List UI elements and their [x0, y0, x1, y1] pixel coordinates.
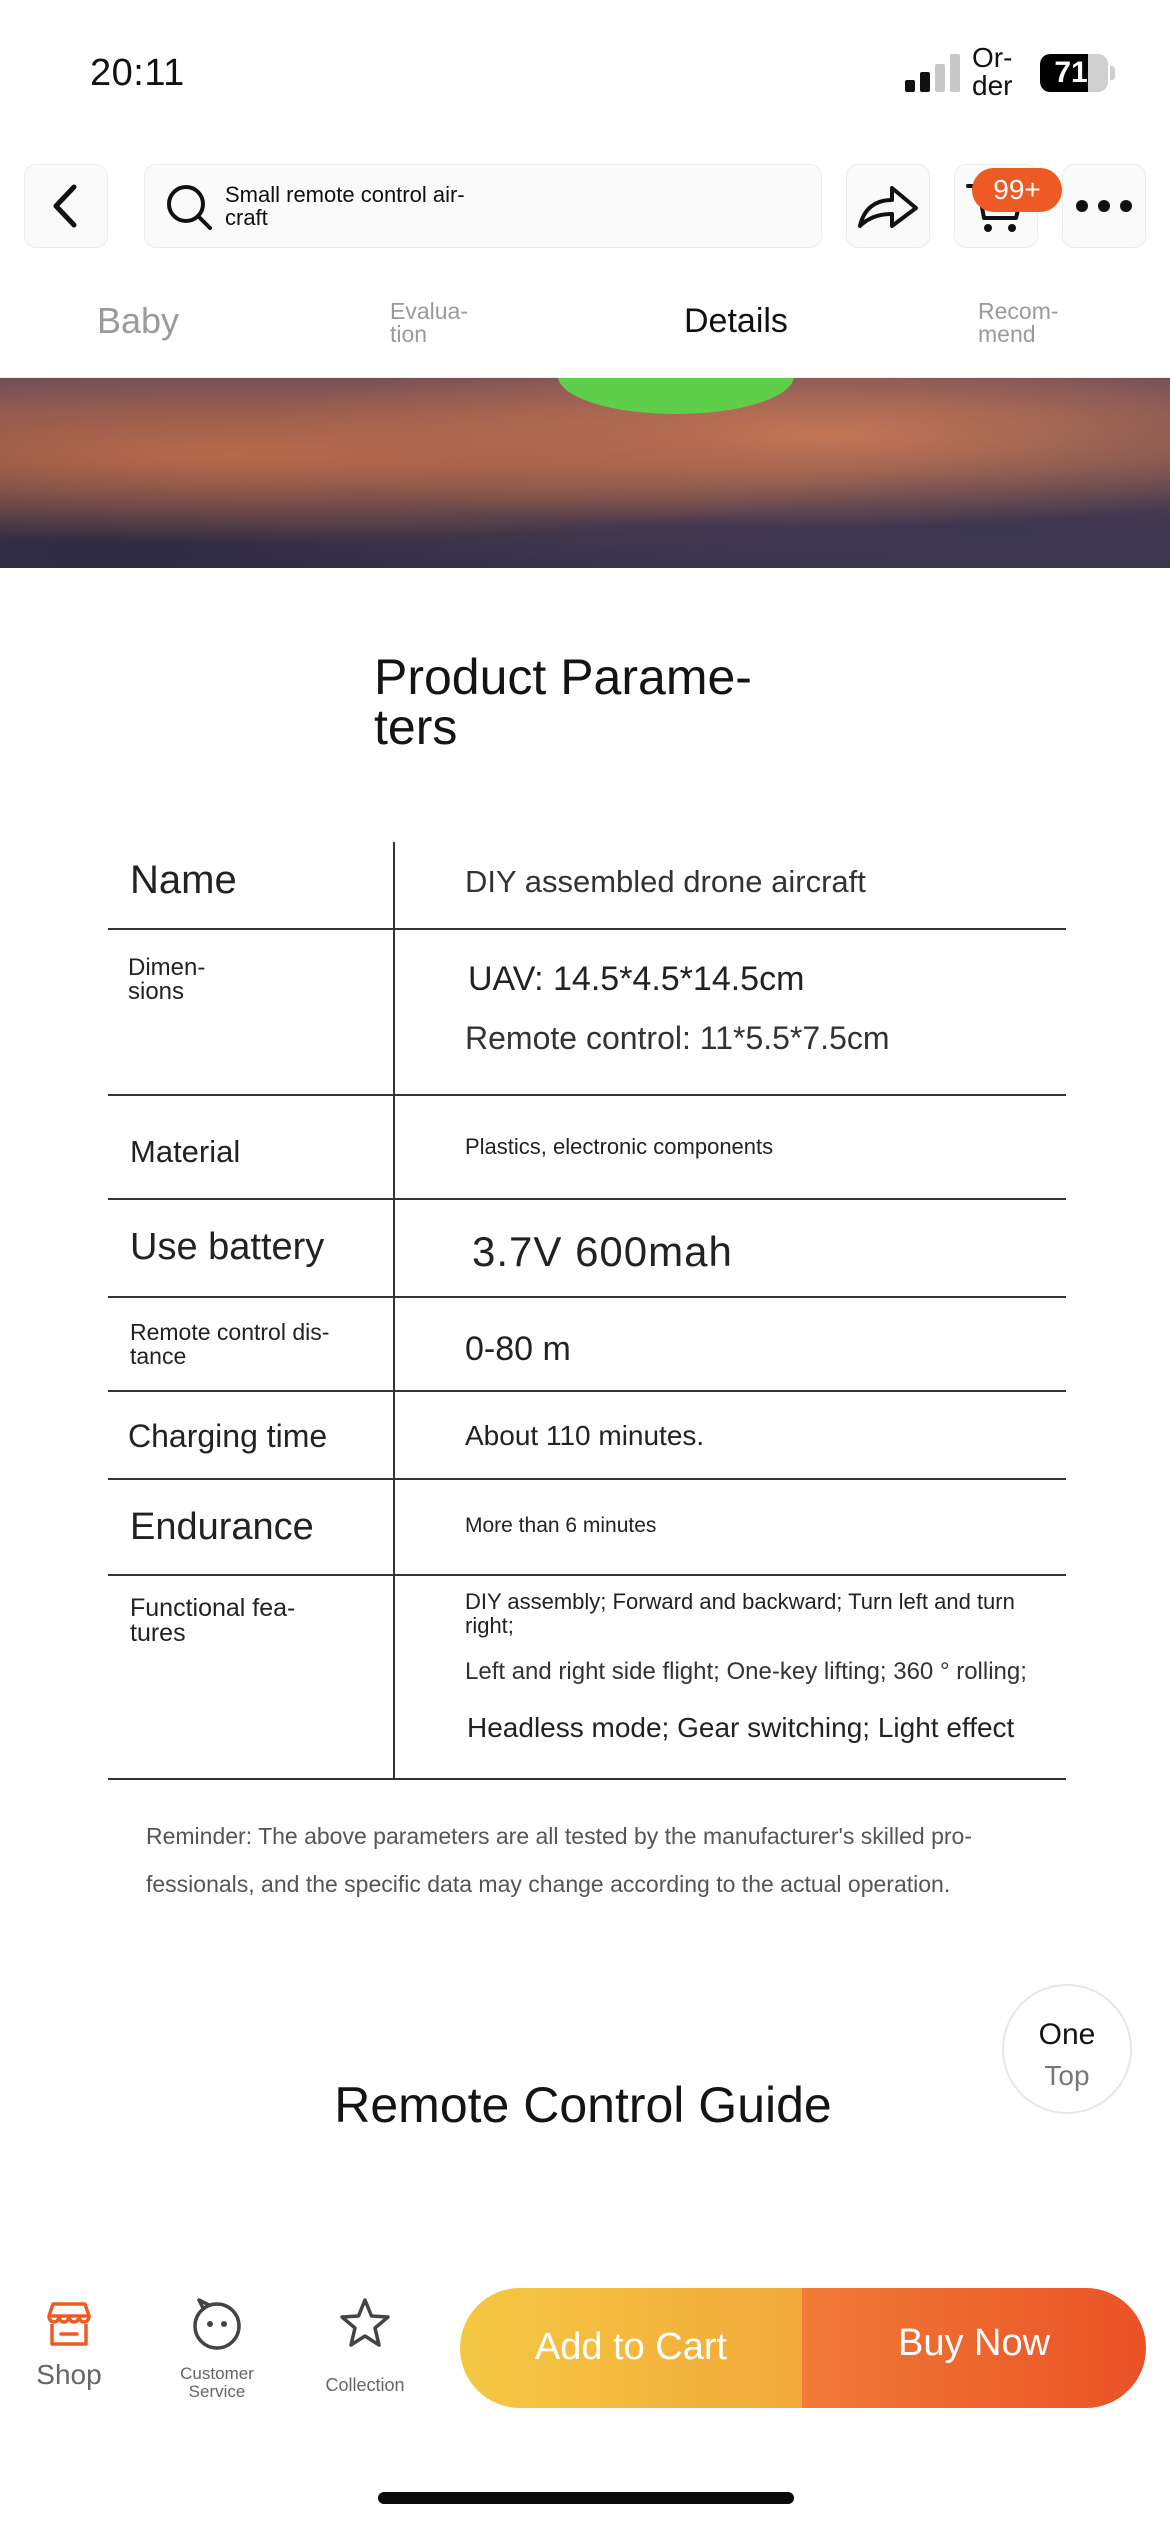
- row-divider: [108, 1778, 1066, 1780]
- param-label: Endurance: [130, 1506, 314, 1548]
- drone-image: [558, 378, 794, 414]
- tab-baby[interactable]: Baby: [97, 300, 180, 341]
- collection-label: Collection: [325, 2375, 405, 2395]
- carrier-label: Or-der: [972, 42, 1013, 101]
- tab-recommend[interactable]: Recom-mend: [978, 298, 1059, 347]
- shop-label: Shop: [36, 2359, 102, 2390]
- tab-details[interactable]: Details: [684, 302, 788, 340]
- star-icon: [337, 2296, 393, 2352]
- product-image-banner: [0, 378, 1170, 568]
- shop-icon: [41, 2296, 97, 2352]
- row-divider: [108, 1296, 1066, 1298]
- param-value: 0-80 m: [465, 1330, 571, 1368]
- back-to-top-line1: One: [1038, 2018, 1096, 2051]
- collection-button[interactable]: [320, 2296, 410, 2396]
- param-label: Remote control dis-tance: [130, 1319, 330, 1369]
- customer-service-button[interactable]: [172, 2296, 262, 2401]
- table-divider: [393, 842, 395, 1780]
- back-button[interactable]: [24, 164, 108, 248]
- param-value: 3.7V 600mah: [472, 1228, 733, 1275]
- param-label: Name: [130, 858, 237, 902]
- customer-service-label: Customer Service: [180, 2364, 254, 2401]
- tab-evaluation[interactable]: Evalua-tion: [390, 298, 468, 347]
- param-value: Left and right side flight; One-key lifting; 360 ° rolling;: [465, 1658, 1027, 1685]
- chevron-left-icon: [46, 181, 86, 231]
- battery-icon: [1040, 54, 1108, 92]
- search-input[interactable]: [144, 164, 822, 248]
- battery-tip: [1110, 66, 1115, 80]
- shop-button[interactable]: [22, 2296, 116, 2391]
- more-button[interactable]: [1062, 164, 1146, 248]
- param-label: Charging time: [128, 1418, 328, 1454]
- search-icon: [165, 183, 215, 233]
- cart-count-badge: 99+: [972, 168, 1062, 212]
- battery-level: 71: [1054, 56, 1088, 89]
- param-value: DIY assembly; Forward and backward; Turn left and turn right;: [465, 1589, 1015, 1638]
- section-tabs: [0, 290, 1170, 378]
- buy-now-label: Buy Now: [897, 2322, 1051, 2364]
- row-divider: [108, 1390, 1066, 1392]
- status-bar: [0, 0, 1170, 150]
- param-label: Dimen-sions: [128, 954, 206, 1005]
- row-divider: [108, 1478, 1066, 1480]
- param-value: Remote control: 11*5.5*7.5cm: [465, 1020, 890, 1056]
- buy-now-button[interactable]: [802, 2288, 1146, 2408]
- share-button[interactable]: [846, 164, 930, 248]
- row-divider: [108, 928, 1066, 930]
- row-divider: [108, 1574, 1066, 1576]
- signal-icon: [905, 52, 961, 92]
- param-label: Material: [130, 1134, 241, 1169]
- share-icon: [856, 180, 920, 232]
- guide-title: Remote Control Guide: [334, 2077, 832, 2133]
- more-icon: [1074, 198, 1134, 214]
- param-label: Functional fea-tures: [130, 1594, 296, 1647]
- customer-service-icon: [189, 2296, 245, 2352]
- back-to-top-line2: Top: [1044, 2060, 1090, 2091]
- row-divider: [108, 1198, 1066, 1200]
- param-value: Headless mode; Gear switching; Light effect: [467, 1712, 1015, 1743]
- status-time: 20:11: [90, 52, 185, 94]
- param-label: Use battery: [130, 1226, 325, 1268]
- row-divider: [108, 1094, 1066, 1096]
- param-value: DIY assembled drone aircraft: [465, 864, 866, 899]
- param-value: UAV: 14.5*4.5*14.5cm: [468, 960, 805, 998]
- add-to-cart-button[interactable]: [460, 2288, 802, 2408]
- add-to-cart-label: Add to Cart: [534, 2326, 728, 2368]
- home-indicator: [378, 2492, 794, 2504]
- param-value: More than 6 minutes: [465, 1514, 657, 1537]
- params-title: Product Parame-ters: [374, 649, 752, 755]
- param-value: About 110 minutes.: [465, 1420, 705, 1451]
- reminder-text: Reminder: The above parameters are all tested by the manufacturer's skilled pro-fessionals, and the specific data may change according to the actual operation.: [146, 1823, 972, 1897]
- param-value: Plastics, electronic components: [465, 1134, 774, 1159]
- search-query: Small remote control air-craft: [225, 182, 465, 230]
